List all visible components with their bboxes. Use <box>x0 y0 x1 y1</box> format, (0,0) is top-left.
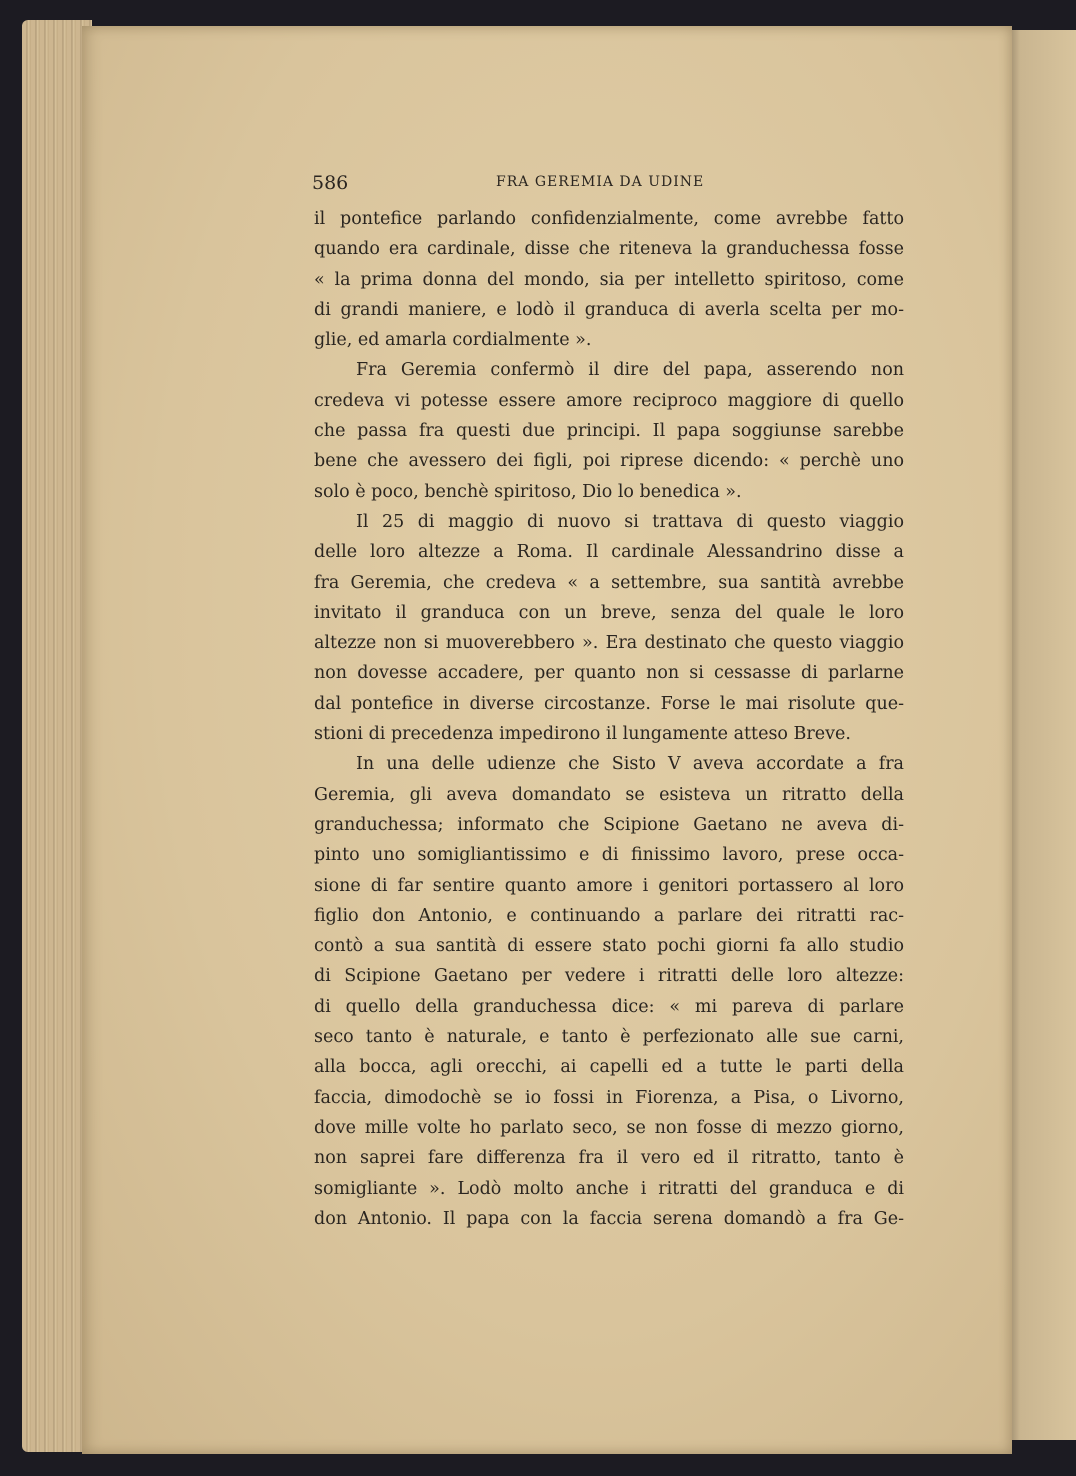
text-line: Il 25 di maggio di nuovo si trattava di questo viaggio <box>356 511 904 532</box>
text-line: seco tanto è naturale, e tanto è perfezionato alle sue carni, <box>314 1027 904 1048</box>
text-line: invitato il granduca con un breve, senza del quale le loro <box>314 602 904 623</box>
text-line: glie, ed amarla cordialmente ». <box>314 330 592 351</box>
text-line: pinto uno somigliantissimo e di finissimo lavoro, prese occa- <box>314 845 904 866</box>
text-line: don Antonio. Il papa con la faccia serena domandò a fra Ge- <box>314 1208 904 1229</box>
facing-page-edge <box>1008 30 1076 1440</box>
text-line: alla bocca, agli orecchi, ai capelli ed a tutte le parti della <box>314 1057 904 1078</box>
text-line: non dovesse accadere, per quanto non si cessasse di parlarne <box>314 663 904 684</box>
text-line: delle loro altezze a Roma. Il cardinale Alessandrino disse a <box>314 542 904 563</box>
text-line: che passa fra questi due principi. Il papa soggiunse sarebbe <box>314 421 904 442</box>
text-line: figlio don Antonio, e continuando a parlare dei ritratti rac- <box>314 905 904 926</box>
text-line: somigliante ». Lodò molto anche i ritratti del granduca e di <box>314 1178 904 1199</box>
text-line: solo è poco, benchè spiritoso, Dio lo benedica ». <box>314 481 742 502</box>
text-line: il pontefice parlando confidenzialmente, come avrebbe fatto <box>314 209 904 229</box>
text-line: dove mille volte ho parlato seco, se non fosse di mezzo giorno, <box>314 1117 904 1138</box>
text-line: Geremia, gli aveva domandato se esisteva un ritratto della <box>314 784 904 805</box>
body-text <box>314 204 904 1234</box>
text-line: faccia, dimodochè se io fossi in Fiorenza, a Pisa, o Livorno, <box>314 1087 904 1108</box>
text-line: Fra Geremia confermò il dire del papa, asserendo non <box>356 360 904 381</box>
text-line: bene che avessero dei figli, poi riprese dicendo: « perchè uno <box>314 451 904 472</box>
text-line: di quello della granduchessa dice: « mi pareva di parlare <box>314 996 904 1017</box>
text-line: « la prima donna del mondo, sia per intelletto spiritoso, come <box>314 269 904 290</box>
text-line: sione di far sentire quanto amore i genitori portassero al loro <box>314 875 904 896</box>
text-line: non saprei fare differenza fra il vero ed il ritratto, tanto è <box>314 1148 904 1169</box>
text-line: granduchessa; informato che Scipione Gaetano ne aveva di- <box>314 814 904 835</box>
text-line: contò a sua santità di essere stato pochi giorni fa allo studio <box>314 936 904 957</box>
page-number: 586 <box>312 172 349 194</box>
text-line: fra Geremia, che credeva « a settembre, sua santità avrebbe <box>314 572 904 593</box>
text-line: credeva vi potesse essere amore reciproco maggiore di quello <box>314 390 904 411</box>
text-line: In una delle udienze che Sisto V aveva accordate a fra <box>356 754 904 775</box>
text-line: altezze non si muoverebbero ». Era destinato che questo viaggio <box>314 633 904 654</box>
running-head <box>312 172 712 196</box>
running-title: FRA GEREMIA DA UDINE <box>496 174 705 190</box>
text-line: di grandi maniere, e lodò il granduca di averla scelta per mo- <box>314 299 904 320</box>
text-line: dal pontefice in diverse circostanze. Forse le mai risolute que- <box>314 693 904 714</box>
text-line: stioni di precedenza impedirono il lungamente atteso Breve. <box>314 724 851 745</box>
text-line: quando era cardinale, disse che riteneva la granduchessa fosse <box>314 239 904 260</box>
text-line: di Scipione Gaetano per vedere i ritratti delle loro altezze: <box>314 966 904 987</box>
